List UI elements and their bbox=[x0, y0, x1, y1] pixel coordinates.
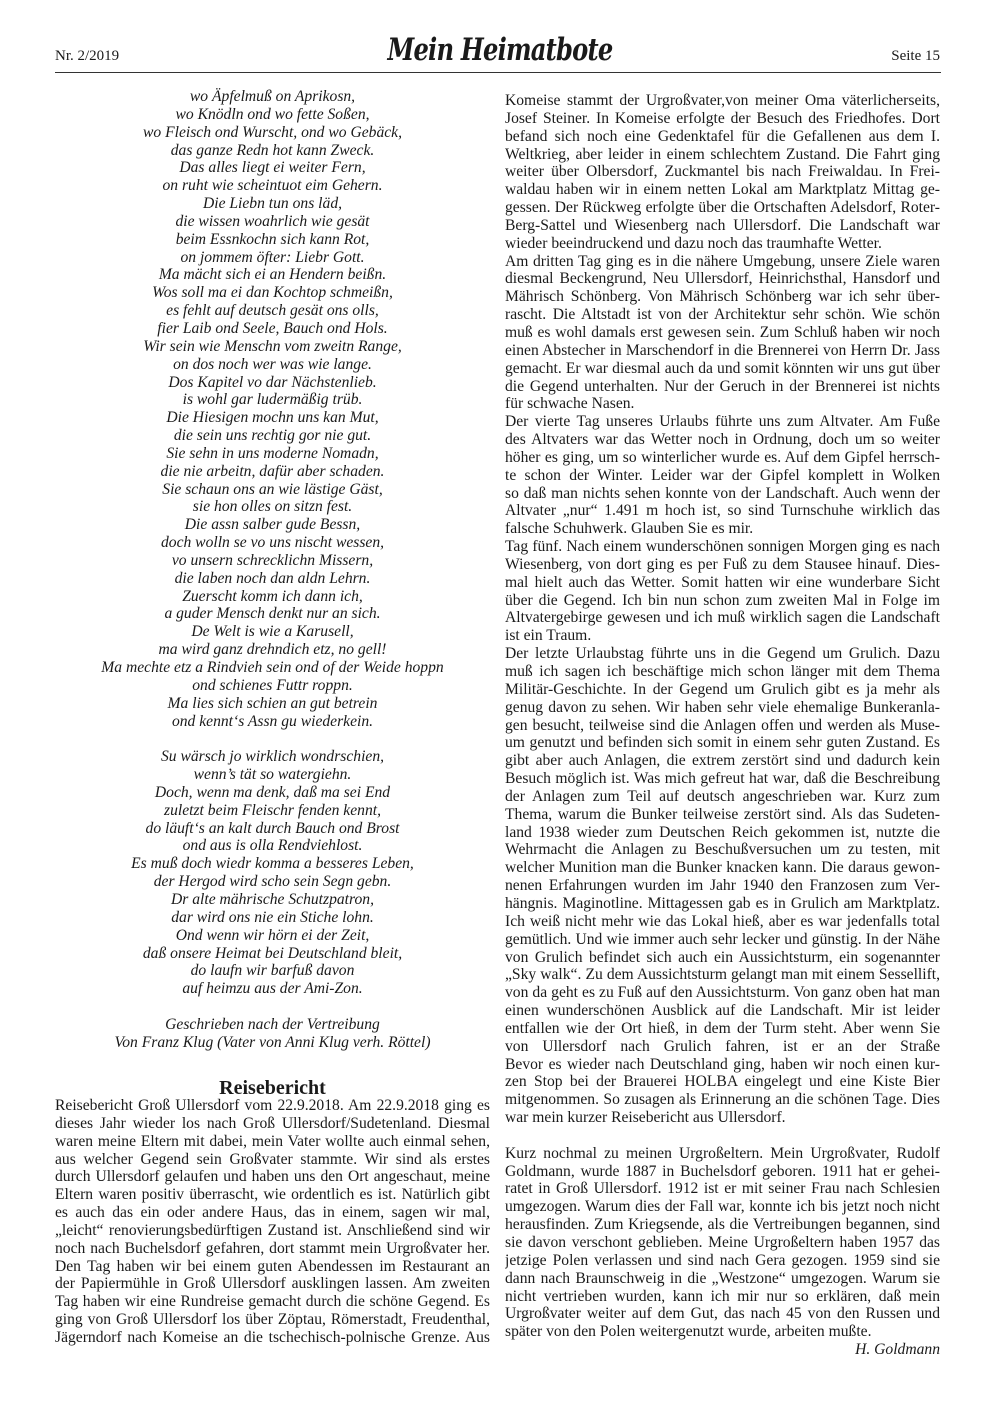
text-line: hängnis. Maginotline. Mittagessen gab es in Grulich am Marktplatz. bbox=[505, 894, 940, 912]
text-line: weiter über Olbersdorf, Zuckmantel bis nach Freiwaldau. In Frei- bbox=[505, 163, 940, 181]
poem-line: der Hergod wird scho sein Segn gebn. bbox=[153, 873, 392, 891]
text-line: Josef Steiner. In Komeise erfolgte der Besuch des Friedhofes. Dort bbox=[505, 109, 940, 127]
poem-line: is wohl gar ludermäßig trüb. bbox=[182, 391, 363, 409]
poem-line: wo Knödln ond wo fette Soßen, bbox=[175, 105, 370, 123]
text-line: Am dritten Tag ging es in die nähere Umgebung, unsere Ziele waren bbox=[505, 252, 940, 270]
poem-line: on ruht wie scheintuot eim Gehern. bbox=[162, 177, 383, 195]
text-line: Wiesenberg, von dort ging es per Fuß zu dem Stausee hinauf. Dies- bbox=[505, 555, 940, 573]
article-body-right bbox=[505, 92, 940, 1359]
text-line: entfallen wie der Ort hieß, in dem der Turm steht. Aber wenn Sie bbox=[505, 1019, 940, 1037]
text-line: Eltern waren positiv überrascht, wie ordentlich es ist. Natürlich gibt bbox=[55, 1186, 490, 1204]
text-line: des Altvaters war das Wetter noch in Ordnung, doch um so weiter bbox=[505, 431, 940, 449]
text-line: einen Abstecher in Marschendorf in die Brennerei von Herrn Dr. Jass bbox=[505, 341, 940, 359]
text-line: sie davon verschont geblieben. Meine Urgroßeltern haben 1957 das bbox=[505, 1234, 940, 1251]
text-line: rascht. Die Altstadt ist von der Architektur sehr schön. Wie schön bbox=[505, 306, 940, 324]
text-line: Den Tag haben wir bei einem guten Abendessen im Restaurant an bbox=[55, 1257, 490, 1275]
poem-line: a guder Mensch denkt nur an sich. bbox=[164, 605, 381, 623]
text-line: diesmal Beckengrund, Neu Ullersdorf, Heinrichsthal, Hansdorf und bbox=[505, 270, 940, 288]
poem-line: zuletzt beim Fleischr fenden kennt, bbox=[164, 801, 381, 819]
poem-line: daß onsere Heimat bei Deutschland bleit, bbox=[142, 944, 403, 962]
text-line: Tag haben wir eine Rundreise gemacht durch die schöne Gegend. Es bbox=[55, 1293, 490, 1311]
poem-line: Von Franz Klug (Vater von Anni Klug verh. Röttel) bbox=[114, 1033, 431, 1051]
author-signature: H. Goldmann bbox=[855, 1341, 940, 1359]
poem-line: die sein uns rechtig gor nie gut. bbox=[173, 427, 372, 445]
poem-line: Sie sehn in uns moderne Nomadn, bbox=[166, 444, 379, 462]
poem-line: Die assn salber gude Bessn, bbox=[184, 516, 361, 534]
paragraph bbox=[505, 92, 940, 253]
text-line: befand sich noch eine Gedenktafel für die Gefallenen aus dem I. bbox=[505, 127, 940, 145]
poem-line: wo Äpfelmuß on Aprikosn, bbox=[189, 88, 356, 105]
poem-line: Die Liebn tun ons läd, bbox=[202, 195, 343, 213]
text-line: um genutzt und befinden sich somit in einem sehr guten Zustand. Es bbox=[505, 734, 940, 752]
text-line: muß ich sagen ich beschäftige mich schon länger mit dem Thema bbox=[505, 663, 940, 680]
paragraph-gap bbox=[505, 1127, 940, 1145]
poem-credit bbox=[55, 1016, 490, 1052]
text-line: Goldmann, wurde 1887 in Buchelsdorf geboren. 1911 hat er gehei- bbox=[505, 1162, 940, 1180]
text-line: waren meine Eltern mit dabei, mein Vater wollte auch einmal sehen, bbox=[55, 1132, 490, 1150]
poem-line: do läuft‘s an kalt durch Bauch ond Brost bbox=[145, 819, 400, 837]
poem-stanza bbox=[55, 88, 490, 730]
paragraph bbox=[505, 538, 940, 645]
poem-line: Su wärsch jo wirklich wondrschien, bbox=[160, 748, 385, 766]
text-line: Ich weiß nicht mehr wie das Lokal hieß, aber es war jedenfalls total bbox=[505, 912, 940, 930]
text-line: mal hielt auch das Wetter. Somit hatten wir eine wunderbare Sicht bbox=[505, 573, 940, 591]
text-line: über die Gegend. Ich bin nun schon zum zweiten Mal in Folge im bbox=[505, 591, 940, 609]
text-line: Weltkrieg, aber leider in einem schlechtem Zustand. Die Fahrt ging bbox=[505, 145, 940, 163]
poem-line: dar wird ons nie ein Stiche lohn. bbox=[171, 908, 374, 926]
text-line: Reisebericht Groß Ullersdorf vom 22.9.2018. Am 22.9.2018 ging es bbox=[55, 1097, 490, 1114]
issue-number: Nr. 2/2019 bbox=[55, 48, 120, 64]
poem-line: vo unsern schrecklichn Missern, bbox=[171, 551, 374, 569]
paragraph bbox=[55, 1097, 490, 1347]
text-line: gemacht. Er war diesmal auch da und somit könnten wir uns gut über bbox=[505, 359, 940, 377]
text-line: wieder beeindruckend und dazu noch das traumhafte Wetter. bbox=[505, 234, 882, 252]
poem-line: Dos Kapitel vo dar Nächstenlieb. bbox=[168, 373, 377, 391]
text-line: die Gegend unterhalten. Nur der Geruch in der Brennerei ist nichts bbox=[505, 377, 940, 395]
text-line: nicht vertrieben wurden, kann ich mir nur so erklären, daß mein bbox=[505, 1287, 940, 1305]
text-line: gen besucht, teilweise sind die Anlagen offen und werden als Muse- bbox=[505, 716, 940, 734]
text-line: Altvater „nur“ 1.491 m hoch ist, so sind Turnschuhe wirklich das bbox=[505, 502, 940, 520]
poem-line: Zuerscht komm ich dann ich, bbox=[182, 587, 363, 605]
text-line: Tag fünf. Nach einem wunderschönen sonnigen Morgen ging es nach bbox=[505, 538, 940, 556]
text-line: so daß man nichts sehen konnte von der Landschaft. Auch wenn der bbox=[505, 484, 940, 502]
poem-line: es fehlt auf deutsch gesät ons olls, bbox=[166, 302, 379, 320]
text-line: muß es wohl damals erst gewesen sein. Zum Schluß haben wir noch bbox=[505, 323, 940, 341]
poem-line: on dos noch wer was wie lange. bbox=[173, 355, 372, 373]
text-line: Der letzte Urlaubstag führte uns in die Gegend um Grulich. Dazu bbox=[505, 645, 940, 663]
text-line: jetzige Polen verlassen und sind nach Gera gezogen. 1959 sind sie bbox=[505, 1251, 940, 1269]
page-number: Seite 15 bbox=[891, 48, 940, 64]
poem-stanza bbox=[55, 748, 490, 998]
poem-line: Ma lies sich schien an gut betrein bbox=[167, 694, 378, 712]
text-line: Der vierte Tag unseres Urlaubs führte uns zum Altvater. Am Fuße bbox=[505, 413, 940, 431]
poem-line: die nie arbeitn, dafür aber schaden. bbox=[160, 462, 385, 480]
poem-line: Wos soll ma ei dan Kochtop schmeißn, bbox=[152, 284, 393, 302]
poem-line: De Welt is wie a Karusell, bbox=[191, 623, 354, 641]
poem-line: die laben noch dan aldn Lehrn. bbox=[174, 569, 371, 587]
text-line: Militär-Geschichte. In der Gegend um Grulich gibt es ja mehr als bbox=[505, 680, 940, 698]
text-line: genug davon zu sehen. Wir haben sehr viele ehemalige Bunkeranla- bbox=[505, 698, 940, 716]
poem-line: on jommem öfter: Liebr Gott. bbox=[180, 248, 365, 266]
text-line: später von den Polen weitergenutzt wurde, arbeiten mußte. bbox=[505, 1323, 872, 1341]
text-line: land 1938 wieder zum Deutschen Reich gekommen ist, nutzte die bbox=[505, 823, 940, 841]
paragraph bbox=[505, 1145, 940, 1341]
text-line: der Anlagen zum Teil auf deutsch angeschrieben war. Kurz zum bbox=[505, 787, 940, 805]
text-line: aus welcher Gegend sein Großvater stammte. Wir sind als erstes bbox=[55, 1150, 490, 1168]
text-line: Besuch möglich ist. Was mich gefreut hat war, daß die Beschreibung bbox=[505, 770, 940, 788]
poem-line: doch wolln se vo uns nischt wessen, bbox=[160, 534, 385, 552]
poem-line: wo Fleisch ond Wurscht, ond wo Gebäck, bbox=[143, 123, 402, 141]
text-line: mitgenommen. So zusagen als Erinnerung an die schönen Tage. Dies bbox=[505, 1091, 940, 1109]
poem-line: ond schienes Futtr roppn. bbox=[192, 676, 353, 694]
text-line: „leicht“ renovierungsbedürftigen Zustand ist. Anschließend sind wir bbox=[55, 1221, 490, 1239]
header-rule bbox=[55, 72, 941, 73]
poem-line: Ma mechte etz a Rindvieh sein ond of der Weide hoppn bbox=[101, 659, 444, 676]
text-line: gibt aber auch Anlagen, die extrem zerstört sind und dadurch kein bbox=[505, 752, 940, 770]
text-line: von Ullersdorf nach Grulich fahren, ist er an der Straße bbox=[505, 1037, 940, 1055]
poem-line: Dr alte mährische Schutzpatron, bbox=[171, 890, 374, 908]
paragraph bbox=[505, 413, 940, 538]
text-line: Berg-Sattel und Wiesenberg nach Ullersdorf. Die Landschaft war bbox=[505, 216, 940, 234]
text-line: höher es ging, um so winterlicher wurde es. Auf dem Gipfel herrsch- bbox=[505, 448, 940, 466]
paragraph bbox=[505, 253, 940, 414]
text-line: Kurz nochmal zu meinen Urgroßeltern. Mein Urgroßvater, Rudolf bbox=[505, 1144, 940, 1162]
poem-line: das ganze Redn hot kann Zweck. bbox=[170, 141, 375, 159]
text-line: zen Stop bei der Brauerei HOLBA eingelegt und eine Kiste Bier bbox=[505, 1073, 940, 1091]
text-line: durch Ullersdorf gelaufen und haben uns den Ort angeschaut, meine bbox=[55, 1168, 490, 1186]
text-line: welcher Munition man die Bunker knacken kann. Die daraus gewon- bbox=[505, 859, 940, 877]
text-line: nenen Erfahrungen wurden im Jahr 1940 den Franzosen zum Ver- bbox=[505, 877, 940, 895]
text-line: ist ein Traum. bbox=[505, 627, 592, 645]
poem-line: Sie schaun ons an wie lästige Gäst, bbox=[162, 480, 383, 498]
text-line: ging von Groß Ullersdorf los über Zöptau, Römerstadt, Freudenthal, bbox=[55, 1311, 490, 1329]
poem-line: auf heimzu aus der Ami-Zon. bbox=[182, 980, 363, 998]
text-line: „Sky walk“. Zu dem Aussichtsturm gelangt man mit einem Sessellift, bbox=[505, 966, 940, 984]
text-line: einen wunderschönen Ausblick auf die Landschaft. Mir ist leider bbox=[505, 1002, 940, 1020]
text-line: es auch das ein oder andere Haus, das in einem, sagen wir mal, bbox=[55, 1204, 490, 1222]
poem-line: ma wird ganz drehndich etz, no gell! bbox=[158, 641, 387, 659]
text-line: te schon der Winter. Leider war der Gipfel komplett in Wolken bbox=[505, 466, 940, 484]
poem-line: Das alles liegt ei weiter Fern, bbox=[179, 159, 366, 177]
text-line: von da geht es zu Fuß auf den Aussichtsturm. Von ganz oben hat man bbox=[505, 984, 940, 1002]
article-body-left bbox=[55, 1097, 490, 1347]
poem-line: do laufn wir barfuß davon bbox=[190, 962, 355, 980]
text-line: gessen. Der Rückweg erfolgte über die Ortschaften Adelsdorf, Roter- bbox=[505, 199, 940, 217]
text-line: war mein kurzer Reisebericht aus Ullersdorf. bbox=[505, 1109, 786, 1127]
text-line: herausfinden. Zum Kriegsende, als die Vertreibungen begannen, sind bbox=[505, 1216, 940, 1234]
poem-line: fier Laib ond Seele, Bauch ond Hols. bbox=[157, 319, 388, 337]
text-line: für schwache Nasen. bbox=[505, 395, 635, 413]
poem-line: ond kennt‘s Assn gu wiederkein. bbox=[171, 712, 374, 730]
poem-line: wenn’s tät so watergiehn. bbox=[193, 766, 352, 784]
text-line: dieses Jahr wieder los nach Groß Ullersdorf/Sudetenland. Diesmal bbox=[55, 1114, 490, 1132]
text-line: von Grulich befindet sich auch ein Aussichtsturm, ein sogenannter bbox=[505, 948, 940, 966]
poem-line: Es muß doch wiedr komma a besseres Leben, bbox=[131, 855, 414, 873]
text-line: noch nach Buchelsdorf gefahren, dort stammt mein Urgroßvater her. bbox=[55, 1239, 490, 1257]
text-line: Komeise stammt der Urgroßvater,von meiner Oma väterlicherseits, bbox=[505, 92, 940, 109]
poem-line: beim Essnkochn sich kann Rot, bbox=[175, 230, 370, 248]
text-line: waldau haben wir in einem netten Lokal am Marktplatz Mittag ge- bbox=[505, 181, 940, 199]
poem-line: Ma mächt sich ei an Hendern beißn. bbox=[158, 266, 387, 284]
text-line: Wehrmacht die Anlagen zu Beschußversuchen um zu testen, mit bbox=[505, 841, 940, 859]
poem-line: Geschrieben nach der Vertreibung bbox=[165, 1015, 380, 1033]
text-line: gemütlich. Und wie immer auch sehr lecker und günstig. In der Nähe bbox=[505, 930, 940, 948]
text-line: Mährisch Schönberg. Von Mährisch Schönberg war ich sehr über- bbox=[505, 288, 940, 306]
paragraph bbox=[505, 645, 940, 1127]
text-line: der Papiermühle in Groß Ullersdorf ausklingen lassen. Am zweiten bbox=[55, 1275, 490, 1293]
text-line: Altvatergebirge gewesen und ich muß wirklich sagen die Landschaft bbox=[505, 609, 940, 627]
text-line: Bevor es wieder nach Deutschland ging, haben wir noch einen kur- bbox=[505, 1055, 940, 1073]
stanza-gap bbox=[55, 730, 490, 748]
text-line: ratet in Groß Ullersdorf. 1912 ist er mit seiner Frau nach Schlesien bbox=[505, 1180, 940, 1198]
article-heading: Reisebericht bbox=[219, 1077, 326, 1099]
masthead-logo: Mein Heimatbote bbox=[387, 32, 613, 68]
poem bbox=[55, 88, 490, 1052]
stanza-gap bbox=[55, 998, 490, 1016]
text-line: Urgroßvater weiter auf dem Gut, das nach 45 von den Russen und bbox=[505, 1305, 940, 1323]
poem-line: Wir sein wie Menschn vom zweitn Range, bbox=[143, 337, 402, 355]
poem-line: Die Hiesigen mochn uns kan Mut, bbox=[166, 409, 379, 427]
poem-line: Ond wenn wir hörn ei der Zeit, bbox=[175, 926, 370, 944]
poem-line: sie hon olles on sitzn fest. bbox=[192, 498, 353, 516]
text-line: dann nach Braunschweig in die „Westzone“ umgezogen. Warum sie bbox=[505, 1269, 940, 1287]
text-line: umgezogen. Warum dies der Fall war, konnte ich bis jetzt noch nicht bbox=[505, 1198, 940, 1216]
text-line: falsche Schuhwerk. Glauben Sie es mir. bbox=[505, 520, 754, 538]
text-line: Thema, warum die Bunker teilweise zerstört sind. Als das Sudeten- bbox=[505, 805, 940, 823]
poem-line: ond aus is olla Rendviehlost. bbox=[182, 837, 363, 855]
text-line: Jägerndorf nach Komeise an die tschechisch-polnische Grenze. Aus bbox=[55, 1328, 490, 1346]
poem-line: die wissen woahrlich wie gesät bbox=[175, 212, 370, 230]
poem-line: Doch, wenn ma denk, daß ma sei End bbox=[154, 783, 391, 801]
